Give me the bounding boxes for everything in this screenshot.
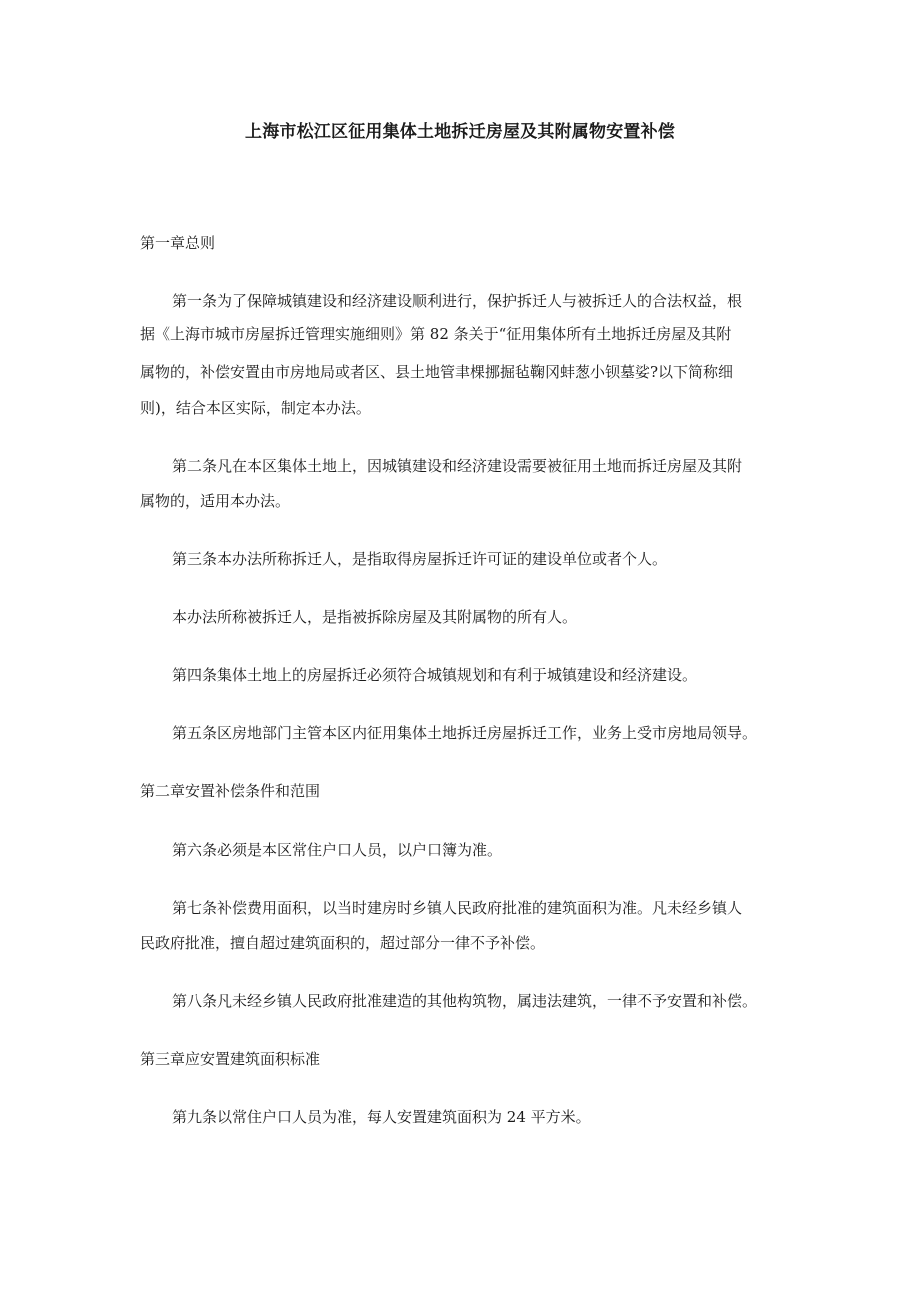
chapter-2-heading: 第二章安置补偿条件和范围 <box>140 782 321 800</box>
article-3-paragraph-2: 本办法所称被拆迁人，是指被拆除房屋及其附属物的所有人。 <box>172 608 578 626</box>
article-3: 第三条本办法所称拆迁人，是指取得房屋拆迁许可证的建设单位或者个人。 <box>172 550 668 568</box>
article-1-line-1: 第一条为了保障城镇建设和经济建设顺利进行，保护拆迁人与被拆迁人的合法权益，根 <box>172 292 743 310</box>
article-2-line-1: 第二条凡在本区集体土地上，因城镇建设和经济建设需要被征用土地而拆迁房屋及其附 <box>172 457 743 475</box>
chapter-3-heading: 第三章应安置建筑面积标准 <box>140 1050 321 1068</box>
document-title: 上海市松江区征用集体土地拆迁房屋及其附属物安置补偿 <box>245 122 675 142</box>
article-1-line-4: 则)，结合本区实际，制定本办法。 <box>140 399 371 417</box>
article-5: 第五条区房地部门主管本区内征用集体土地拆迁房屋拆迁工作，业务上受市房地局领导。 <box>172 724 758 742</box>
article-7-line-1: 第七条补偿费用面积，以当时建房时乡镇人民政府批准的建筑面积为准。凡未经乡镇人 <box>172 899 743 917</box>
article-8: 第八条凡未经乡镇人民政府批准建造的其他构筑物，属违法建筑，一律不予安置和补偿。 <box>172 992 758 1010</box>
article-6: 第六条必须是本区常住户口人员，以户口簿为准。 <box>172 841 503 859</box>
article-1-line-3: 属物的，补偿安置由市房地局或者区、县土地管聿棵挪掘毡鞠冈蚌葱小钡墓娑?以下简称细 <box>140 363 734 381</box>
chapter-1-heading: 第一章总则 <box>140 234 216 252</box>
article-9: 第九条以常住户口人员为准，每人安置建筑面积为 24 平方米。 <box>172 1108 591 1126</box>
article-4: 第四条集体土地上的房屋拆迁必须符合城镇规划和有利于城镇建设和经济建设。 <box>172 666 698 684</box>
article-7-line-2: 民政府批准，擅自超过建筑面积的，超过部分一律不予补偿。 <box>140 934 546 952</box>
article-1-line-2: 据《上海市城市房屋拆迁管理实施细则》第 82 条关于“征用集体所有土地拆迁房屋及其附 <box>140 325 732 343</box>
article-2-line-2: 属物的，适用本办法。 <box>140 492 291 510</box>
